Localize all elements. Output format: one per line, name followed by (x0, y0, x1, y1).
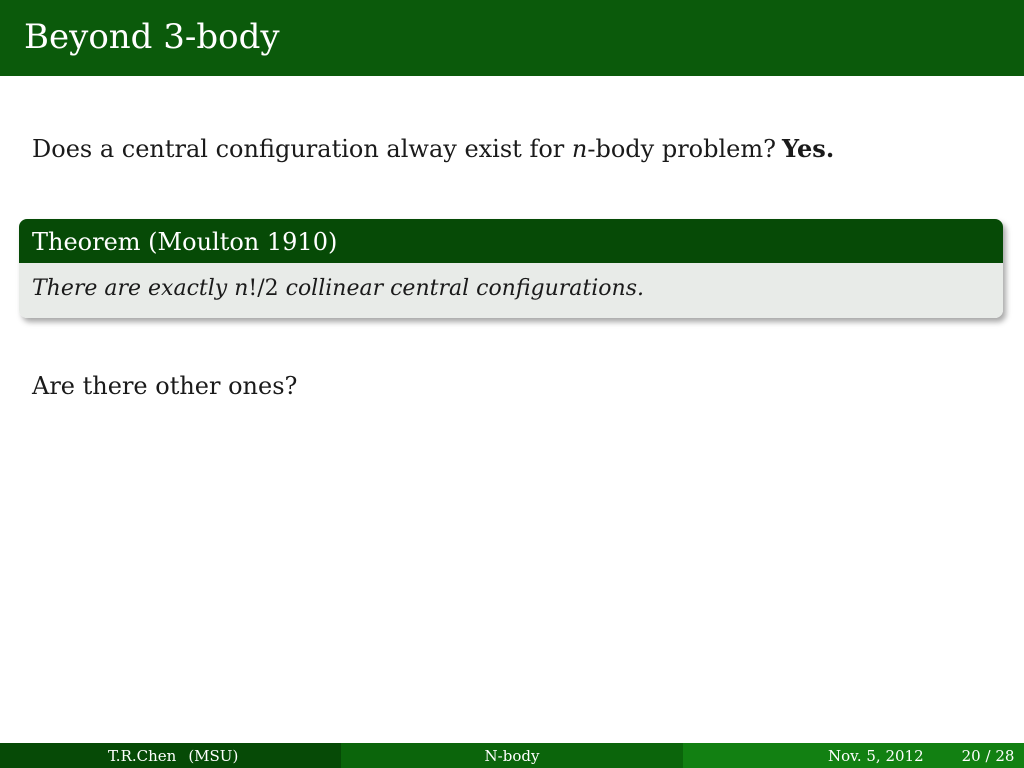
theorem-body (19, 263, 1003, 318)
footer-page-number: 20 / 28 (961, 746, 1015, 765)
footer-institute: (MSU) (188, 746, 239, 765)
footer-title-section (341, 743, 683, 768)
slide-header (0, 0, 1024, 76)
question-answer: Yes. (781, 134, 835, 163)
question-variable: n (571, 135, 588, 163)
theorem-variable: n (234, 276, 249, 301)
question-text (32, 136, 834, 162)
theorem-block (19, 219, 1003, 318)
footer-date: Nov. 5, 2012 (828, 746, 924, 765)
followup-text: Are there other ones? (32, 372, 298, 400)
question-before: Does a central configuration alway exist for (32, 135, 572, 163)
footer-author: T.R.Chen (108, 746, 177, 765)
slide-footer (0, 743, 1024, 768)
theorem-title: Theorem (Moulton 1910) (19, 219, 1003, 263)
theorem-formula: !/2 (248, 276, 279, 301)
footer-author-section (0, 743, 341, 768)
theorem-body-after: collinear central configurations. (278, 276, 644, 301)
theorem-body-before: There are exactly (32, 276, 235, 301)
question-after: -body problem? (587, 135, 776, 163)
footer-date-section (683, 743, 1024, 768)
footer-short-title: N-body (484, 746, 540, 765)
slide-title: Beyond 3-body (24, 17, 280, 57)
